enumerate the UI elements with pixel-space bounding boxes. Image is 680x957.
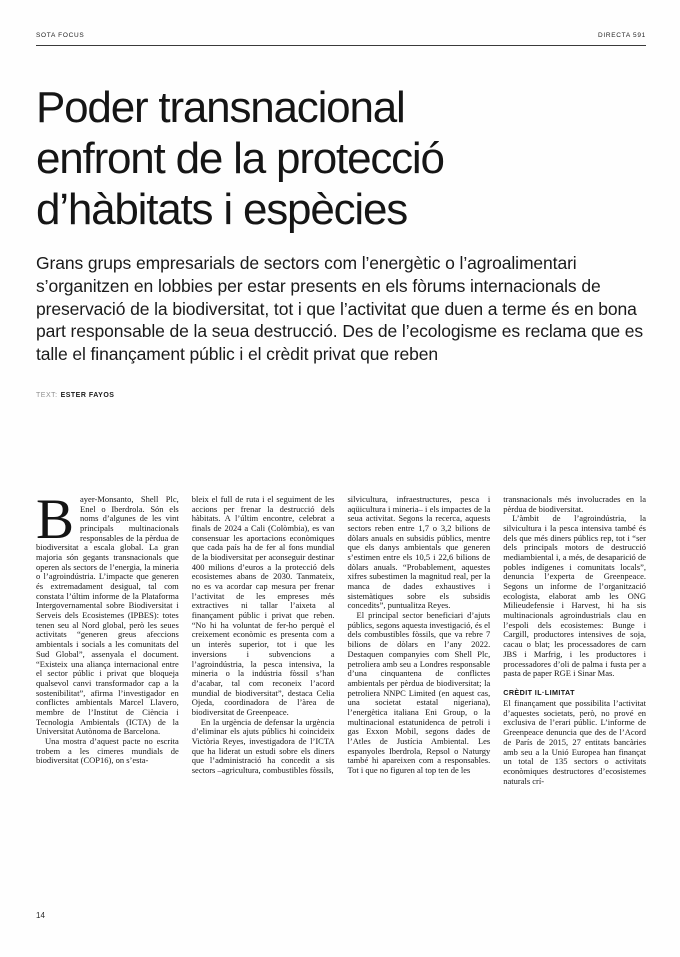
byline-label: TEXT: xyxy=(36,391,58,399)
body-paragraph: L’àmbit de l’agroindústria, la silvicultura i la pesca intensiva també és dels que més diners públics rep, tot i “ser dels principals motors de destrucció mediambiental i, a més, de desaparició de pobles indígenes i comunitats locals”, denuncia l’experta de Greenpeace. Segons un informe de l’organització ecologista, elaborat amb les ONG Milieudefensie i Harvest, hi ha sis multinacionals agroindustrials clau en l’espoli dels ecosistemes: Bunge i Cargill, productores intensives de soja, cacau o blat; les processadores de carn JBS i Marfrig, i les productores i processadores d’oli de palma i fusta per a pasta de paper RGE i Sinar Mas. xyxy=(503,513,646,679)
body-paragraph: El finançament que possibilita l’activitat d’aquestes societats, però, no prové en exclusiva de l’erari públic. L’informe de Greenpeace denuncia que des de l’Acord de París de 2015, 27 entitats bancàries amb seu a la Unió Europea han finançat un total de 135 sectors o activitats econòmiques destructores d’ecosistemes naturals crí- xyxy=(503,698,646,786)
byline xyxy=(36,392,646,399)
article-standfirst: Grans grups empresarials de sectors com l’energètic o l’agroalimentari s’organitzen en lobbies per estar presents en els fòrums internacionals de preservació de la biodiversitat, tot i que l’activitat que duen a terme és en bona part responsable de la seua destrucció. Des de l’ecologisme es reclama que es talle el finançament públic i el crèdit privat que reben xyxy=(36,253,644,365)
header-rule xyxy=(36,45,646,46)
body-paragraph: bleix el full de ruta i el seguiment de les accions per frenar la destrucció dels hàbitats. A l’últim encontre, celebrat a finals de 2024 a Cali (Colòmbia), es van consensuar les aportacions econòmiques que cada país ha de fer al fons mundial de la biodiversitat per aconseguir destinar 400 milions d’euros a la protecció dels ecosistemes abans de 2030. Tanmateix, no es va acordar cap mesura per frenar l’activitat de les empreses més extractives ni tallar l’aixeta al finançament públic i privat que reben. “No hi ha voluntat de fer-ho perquè el creixement econòmic es presenta com a un interès superior, tot i que les inversions i subvencions a l’agroindústria, la pesca intensiva, la mineria o la indústria fòssil s’han d’acabar, tal com reconeix l’acord mundial de biodiversitat”, destaca Celia Ojeda, coordinadora de l’àrea de biodiversitat de Greenpeace. xyxy=(191,493,335,717)
drop-cap: B xyxy=(36,487,75,551)
body-paragraph: silvicultura, infraestructures, pesca i aqüicultura i mineria– i els impactes de la seua activitat. Segons la recerca, aquests sectors reben entre 1,7 o 3,2 bilions de dòlars anuals en subsidis públics, mentre que els danys ambientals que generen s’estimen entre els 10,5 i 22,6 bilions de dòlars anuals. “Probablement, aquestes xifres subestimen la magnitud real, per la manca de dades exhaustives i sistemàtiques sobre els subsidis concedits”, puntualitza Reyes. xyxy=(347,493,491,611)
headline-line: Poder transnacional xyxy=(36,83,405,132)
body-column-1 xyxy=(36,487,179,786)
section-subhead: CRÈDIT IL·LIMITAT xyxy=(503,687,575,697)
page-number: 14 xyxy=(36,911,45,920)
article-body xyxy=(36,487,646,786)
body-paragraph: transnacionals més involucrades en la pèrdua de biodiversitat. xyxy=(503,493,646,514)
issue-label: DIRECTA 591 xyxy=(597,32,646,39)
body-paragraph: El principal sector beneficiari d’ajuts públics, segons aquesta investigació, és el dels combustibles fòssils, que va rebre 7 bilions de dòlars en l’any 2022. Destaquen companyies com Shell Plc, petroliera amb seu a Londres responsable d’una cinquantena de conflictes ambientals per pèrdua de biodiversitat; la petroliera NNPC Limited (en aquest cas, una societat estatal nigeriana), l’energètica italiana Eni Group, o la multinacional estatunidenca de petroli i gas Exxon Mobil, segons dades de l’Atles de Justícia Ambiental. Les espanyoles Iberdrola, Repsol o Naturgy també hi apareixen com a responsables. Tot i que no figuren al top ten de les xyxy=(347,610,491,776)
section-label: SOTA FOCUS xyxy=(36,32,85,39)
headline-line: d’hàbitats i espècies xyxy=(36,185,408,235)
body-paragraph: Una mostra d’aquest pacte no escrita trobem a les cimeres mundials de biodiversitat (COP16), on s’esta- xyxy=(36,736,179,766)
body-column-3 xyxy=(348,495,491,786)
page-header xyxy=(36,32,646,45)
body-paragraph xyxy=(36,487,179,737)
headline-line: enfront de la protecció xyxy=(36,134,444,184)
body-column-2 xyxy=(192,495,335,786)
body-column-4 xyxy=(503,495,646,786)
byline-author: ESTER FAYOS xyxy=(60,391,115,399)
body-paragraph: En la urgència de defensar la urgència d’eliminar els ajuts públics hi coincideix Victòria Reyes, investigadora de l’ICTA que ha liderat un estudi sobre els diners que l’administració ha concedit a sis sectors –agricultura, combustibles fòssils, xyxy=(191,716,335,776)
paragraph-text: ayer-Monsanto, Shell Plc, Enel o Iberdrola. Són els noms d’algunes de les vint principals multinacionals responsables de la pèrdua de biodiversitat a escala global. La gran majoria són gegants transnacionals que operen als sectors de l’energia, la mineria o l’agroindústria. L’impacte que generen és extremadament desigual, tal com constata l’últim informe de la Plataforma Intergovernamental sobre Biodiversitat i Serveis dels Ecosistemes (IPBES): totes tenen seu al Nord global, però les seues activitats “generen greus afeccions ambientals i socials a les comunitats del Sud Global”, assenyala el document. “Existeix una aliança internacional entre el sector públic i privat que bloqueja qualsevol canvi transformador cap a la sostenibilitat”, afirma l’investigador en conflictes ambientals Marcel Llavero, membre de l’Institut de Ciència i Tecnologia Ambientals (ICTA) de la Universitat Autònoma de Barcelona. xyxy=(36,493,179,737)
article-headline xyxy=(36,82,646,235)
